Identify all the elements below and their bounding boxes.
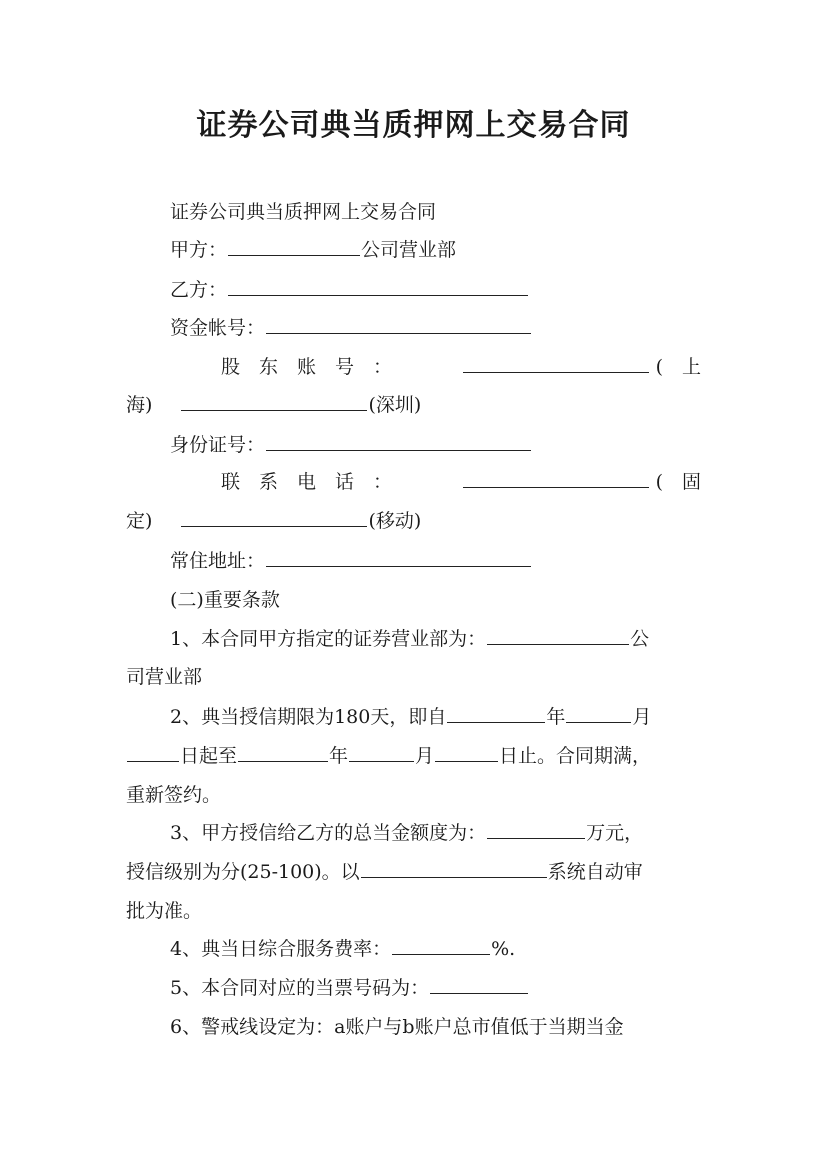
fixed-phone-blank[interactable] [463,467,649,488]
end-day-blank[interactable] [435,741,498,762]
party-a-label: 甲方： [170,239,228,261]
clause3-unit: 万元， [586,822,644,844]
clause3-line-3 [126,896,202,926]
clause1-line-2 [126,662,202,692]
system-blank[interactable] [361,857,547,878]
id-number-label: 身份证号： [170,434,266,456]
address-label: 常住地址： [170,550,266,572]
clause2-from-to: 日起至 [180,745,238,767]
start-year-blank[interactable] [447,702,545,723]
clause2-month: 月 [632,706,652,728]
end-month-blank[interactable] [349,741,414,762]
shanghai-account-blank[interactable] [463,352,649,373]
clause1-text: 1、本合同甲方指定的证券营业部为： [170,628,487,650]
address-line [170,546,532,576]
pawn-ticket-blank[interactable] [430,973,528,994]
shareholder-account-line [126,352,701,382]
clause4-text: 4、典当日综合服务费率： [170,938,392,960]
party-b-line [170,275,529,305]
clause2-line-3 [126,780,221,810]
shenzhen-account-blank[interactable] [181,390,367,411]
clause1-line [170,624,649,654]
section-heading-line [170,585,280,615]
clause2-end: 日止。合同期满， [499,745,652,767]
clause5-text: 5、本合同对应的当票号码为： [170,977,430,999]
shanghai-close: 海) [126,394,153,416]
phone-line [126,467,701,497]
mobile-phone-blank[interactable] [181,506,367,527]
party-a-suffix: 公司营业部 [361,239,457,261]
clause3-level: 授信级别为分(25-100)。以 [126,861,360,883]
clause3-system: 系统自动审 [547,861,643,883]
clause3-line [170,818,643,848]
clause5-line [170,973,529,1003]
clause3-text: 3、甲方授信给乙方的总当金额度为： [170,822,487,844]
phone-label: 联 系 电 话 ： [221,471,393,493]
fund-account-blank[interactable] [266,313,531,334]
clause2-year2: 年 [329,745,349,767]
clause1-blank[interactable] [487,624,629,645]
shenzhen-label: (深圳) [368,394,422,416]
clause1-cont: 司营业部 [126,666,203,688]
start-day-blank[interactable] [127,741,179,762]
mobile-label: (移动) [368,510,422,532]
clause2-line [170,702,651,732]
clause6-line [170,1012,624,1042]
clause2-line-2 [126,741,651,771]
party-a-line [170,235,456,265]
phone-line-2 [126,506,421,536]
clause6-text: 6、警戒线设定为：a账户与b账户总市值低于当期当金 [170,1016,624,1038]
clause2-renew: 重新签约。 [126,784,222,806]
clause2-text: 2、典当授信期限为180天，即自 [170,706,447,728]
shanghai-open: ( 上 [655,356,701,378]
start-month-blank[interactable] [566,702,631,723]
fund-account-line [170,313,532,343]
fee-rate-blank[interactable] [392,934,490,955]
clause2-month2: 月 [415,745,435,767]
subtitle-line [170,197,436,227]
clause4-unit: %. [491,938,516,960]
fixed-open: ( 固 [655,471,701,493]
clause2-year: 年 [546,706,566,728]
id-number-blank[interactable] [266,430,531,451]
clause3-line-2 [126,857,643,887]
clause4-line [170,934,515,964]
shareholder-account-line-2 [126,390,421,420]
page-title: 证券公司典当质押网上交易合同 [196,108,631,143]
id-number-line [170,430,532,460]
fixed-close: 定) [126,510,153,532]
address-blank[interactable] [266,546,531,567]
party-b-label: 乙方： [170,279,228,301]
subtitle: 证券公司典当质押网上交易合同 [170,201,437,223]
shareholder-account-label: 股 东 账 号 ： [221,356,393,378]
clause1-suffix: 公 [630,628,650,650]
party-b-blank[interactable] [228,275,528,296]
fund-account-label: 资金帐号： [170,317,266,339]
party-a-blank[interactable] [228,235,360,256]
section-heading: (二)重要条款 [170,589,280,611]
end-year-blank[interactable] [238,741,328,762]
clause3-approve: 批为准。 [126,900,203,922]
credit-amount-blank[interactable] [487,818,585,839]
